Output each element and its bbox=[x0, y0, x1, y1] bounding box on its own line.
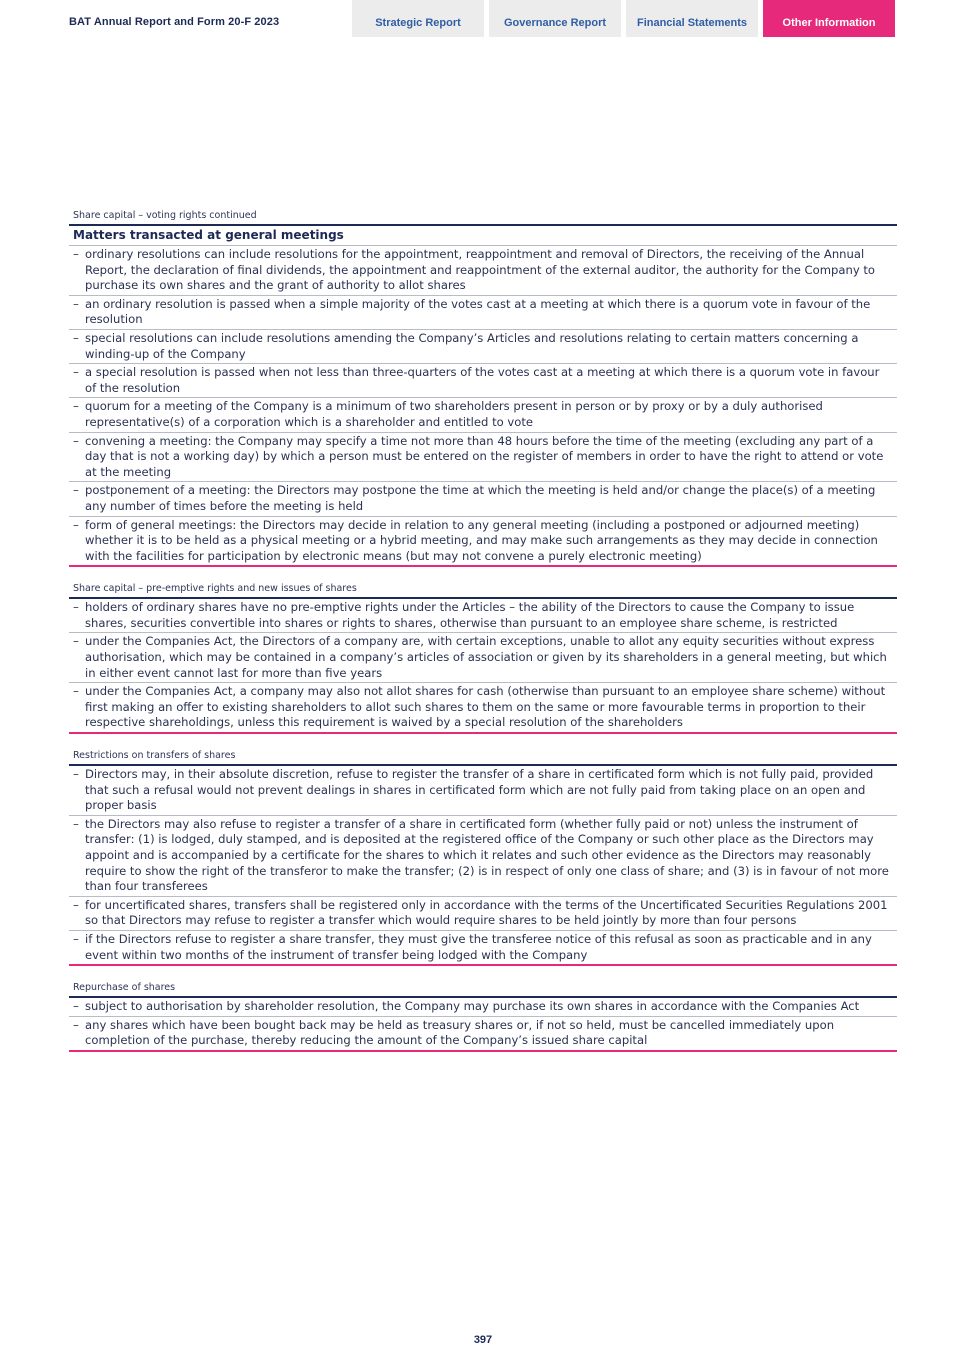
page-number: 397 bbox=[473, 1334, 493, 1346]
list-item-text: ordinary resolutions can include resolutions for the appointment, reappointment and removal of Directors, the receiving of the Annual Report, the declaration of final dividends, the appointment and reappointment of the external auditor, the authority for the Company to purchase its own shares and the grant of authority to allot shares bbox=[85, 247, 876, 293]
section-body bbox=[69, 224, 897, 567]
list-item bbox=[69, 766, 897, 816]
list-item-text: form of general meetings: the Directors may decide in relation to any general meeting (including a postponed or adjourned meeting) whether it is to be held as a physical meeting or a hybrid meeting, and may make such arrangements as they may decide in connection with the facilities for participation by electronic means (but may not convene a purely electronic meeting) bbox=[85, 517, 878, 563]
list-item-text: any shares which have been bought back may be held as treasury shares or, if not so held, must be cancelled immediately upon completion of the purchase, thereby reducing the amount of the Company’s issued share capital bbox=[85, 1017, 835, 1048]
list-item bbox=[69, 897, 897, 931]
section-heading: Matters transacted at general meetings bbox=[69, 226, 897, 246]
list-item-text: a special resolution is passed when not less than three-quarters of the votes cast at a meeting at which there is a quorum vote in favour of the resolution bbox=[85, 365, 880, 395]
section-transfer-restrictions bbox=[69, 749, 897, 966]
dash-bullet: – bbox=[73, 684, 79, 699]
list-item-text: for uncertificated shares, transfers shall be registered only in accordance with the terms of the Uncertificated Securities Regulations 2001 so that Directors may refuse to register a transfer which would require shares to be held jointly by more than four persons bbox=[85, 897, 888, 928]
list-item bbox=[69, 816, 897, 897]
tab-other-information[interactable]: Other Information bbox=[763, 0, 895, 37]
tab-strategic-report[interactable]: Strategic Report bbox=[352, 0, 484, 37]
list-item-text: Directors may, in their absolute discretion, refuse to register the transfer of a share in certificated form which is not fully paid, provided that such a refusal would not prevent dealings in shares in certificated form which are not fully paid from taking place on an open and proper basis bbox=[85, 767, 874, 813]
section-pre-emptive-rights bbox=[69, 582, 897, 734]
section-voting-rights bbox=[69, 209, 897, 567]
list-item bbox=[69, 330, 897, 364]
list-item bbox=[69, 433, 897, 483]
section-tabs bbox=[352, 0, 895, 37]
section-label: Repurchase of shares bbox=[73, 982, 176, 994]
section-label: Share capital – pre-emptive rights and new issues of shares bbox=[73, 583, 357, 595]
list-item bbox=[69, 633, 897, 683]
dash-bullet: – bbox=[73, 1017, 79, 1032]
list-item bbox=[69, 296, 897, 330]
dash-bullet: – bbox=[73, 634, 79, 649]
list-item bbox=[69, 683, 897, 732]
dash-bullet: – bbox=[73, 517, 79, 532]
list-item-text: an ordinary resolution is passed when a simple majority of the votes cast at a meeting at which there is a quorum vote in favour of the resolution bbox=[85, 296, 871, 327]
list-item bbox=[69, 364, 897, 398]
section-repurchase-of-shares bbox=[69, 981, 897, 1052]
dash-bullet: – bbox=[73, 433, 79, 448]
list-item bbox=[69, 1017, 897, 1050]
dash-bullet: – bbox=[73, 600, 79, 615]
dash-bullet: – bbox=[73, 399, 79, 414]
list-item bbox=[69, 517, 897, 566]
list-item-text: quorum for a meeting of the Company is a minimum of two shareholders present in person or by proxy or by a duly authorised representative(s) of a corporation which is a shareholder and entitled to vote bbox=[85, 399, 823, 429]
dash-bullet: – bbox=[73, 247, 79, 261]
list-item bbox=[69, 931, 897, 964]
list-item bbox=[69, 398, 897, 432]
dash-bullet: – bbox=[73, 296, 79, 311]
list-item bbox=[69, 482, 897, 516]
dash-bullet: – bbox=[73, 330, 79, 345]
report-title: BAT Annual Report and Form 20-F 2023 bbox=[69, 16, 280, 28]
dash-bullet: – bbox=[73, 767, 79, 782]
section-body bbox=[69, 764, 897, 966]
list-item-text: subject to authorisation by shareholder resolution, the Company may purchase its own shares in accordance with the Companies Act bbox=[85, 999, 860, 1014]
list-item bbox=[69, 599, 897, 633]
dash-bullet: – bbox=[73, 483, 79, 498]
section-body bbox=[69, 597, 897, 734]
list-item bbox=[69, 246, 897, 296]
list-item-text: under the Companies Act, a company may also not allot shares for cash (otherwise than pursuant to an employee share scheme) without first making an offer to existing shareholders to allot such shares to them on the same or more favourable terms in proportion to their respective shareholdings, unless this requirement is waived by a special resolution of the shareholders bbox=[85, 684, 886, 730]
list-item-text: postponement of a meeting: the Directors may postpone the time at which the meeting is held and/or change the place(s) of a meeting any number of times before the meeting is held bbox=[85, 483, 876, 513]
tab-financial-statements[interactable]: Financial Statements bbox=[626, 0, 758, 37]
dash-bullet: – bbox=[73, 999, 79, 1014]
section-body bbox=[69, 996, 897, 1052]
list-item-text: if the Directors refuse to register a share transfer, they must give the transferee notice of this refusal as soon as practicable and in any event within two months of the instrument of transfer being lodged with the Company bbox=[85, 931, 872, 962]
page-content bbox=[69, 209, 897, 1067]
dash-bullet: – bbox=[73, 897, 79, 912]
list-item-text: special resolutions can include resolutions amending the Company’s Articles and resolutions relating to certain matters concerning a winding-up of the Company bbox=[85, 330, 859, 361]
list-item-text: holders of ordinary shares have no pre-emptive rights under the Articles – the ability of the Directors to cause the Company to issue shares, securities convertible into shares or rights to shares, otherwise than pursuant to an employee share scheme, is restricted bbox=[85, 600, 855, 630]
section-label: Share capital – voting rights continued bbox=[73, 210, 257, 221]
list-item-text: convening a meeting: the Company may specify a time not more than 48 hours before the time of the meeting (excluding any part of a day that is not a working day) by which a person must be entered on the register of members in order to have the right to attend or vote at the meeting bbox=[85, 433, 884, 479]
list-item-text: the Directors may also refuse to register a transfer of a share in certificated form (whether fully paid or not) unless the instrument of transfer: (1) is lodged, duly stamped, and is deposited at the registered office of the Company or such other place as the Directors may appoint and is accompanied by a certificate for the shares to which it relates and such other evidence as the Directors may reasonably require to show the right of the transferor to make the transfer; (2) is in respect of only one class of share; and (3) is in favour of not more than four transferees bbox=[85, 816, 889, 894]
list-item bbox=[69, 998, 897, 1017]
dash-bullet: – bbox=[73, 816, 79, 831]
dash-bullet: – bbox=[73, 931, 79, 946]
dash-bullet: – bbox=[73, 365, 79, 380]
list-item-text: under the Companies Act, the Directors of a company are, with certain exceptions, unable to allot any equity securities without express authorisation, which may be contained in a company’s articles of association or given by its shareholders in a general meeting, but which in either event cannot last for more than five years bbox=[85, 634, 887, 680]
section-label: Restrictions on transfers of shares bbox=[73, 750, 236, 762]
tab-governance-report[interactable]: Governance Report bbox=[489, 0, 621, 37]
